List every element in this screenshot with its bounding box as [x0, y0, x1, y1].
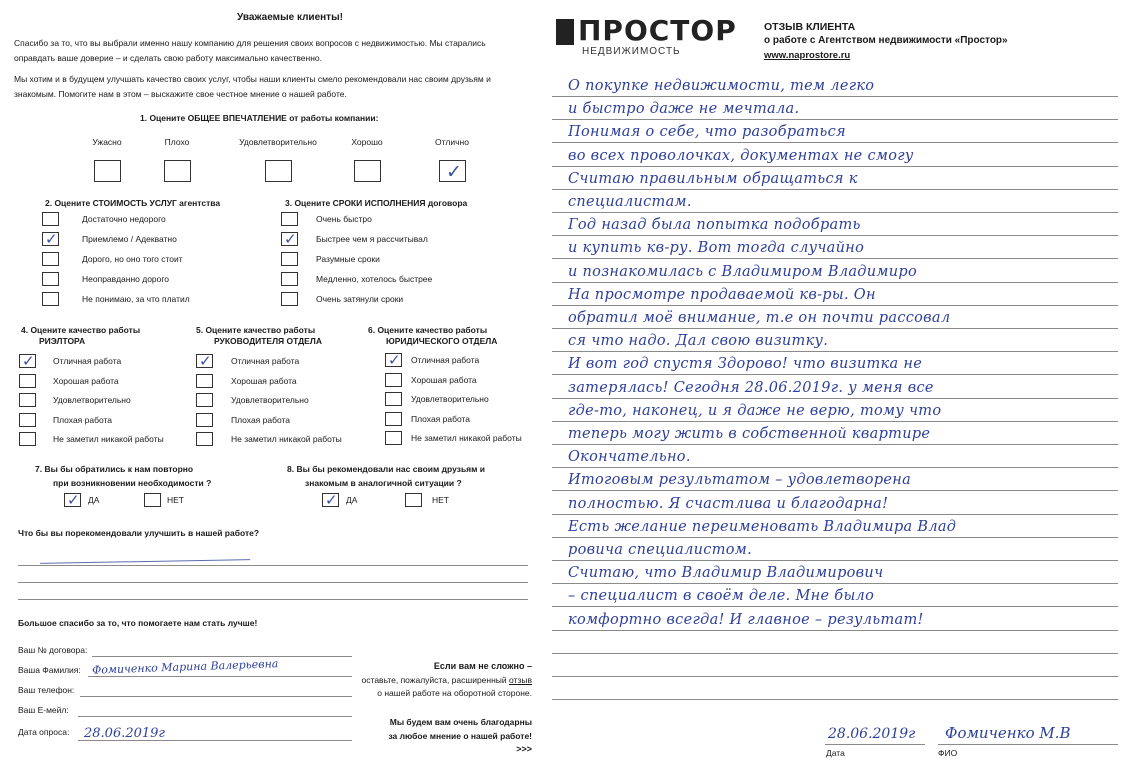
q5-option-checkbox[interactable]	[196, 374, 213, 388]
improve-line-1[interactable]	[18, 565, 528, 566]
surname-field[interactable]	[88, 676, 352, 677]
q3-option-label: Разумные сроки	[316, 254, 380, 264]
q1-option-label: Плохо	[164, 137, 190, 147]
q6-option-checkbox[interactable]	[385, 353, 402, 367]
check-mark-icon: ✓	[284, 230, 297, 248]
ruled-line[interactable]	[552, 189, 1118, 190]
email-label: Ваш E-мейл:	[18, 705, 69, 715]
ruled-line[interactable]	[552, 235, 1118, 236]
email-field[interactable]	[78, 716, 352, 717]
q2-option-checkbox[interactable]	[42, 212, 59, 226]
q5-option-label: Отличная работа	[231, 356, 300, 366]
ruled-line[interactable]	[552, 351, 1118, 352]
q3-option-label: Очень быстро	[316, 214, 372, 224]
q7-title	[35, 462, 211, 490]
ruled-line[interactable]	[552, 676, 1118, 677]
improve-line-2[interactable]	[18, 582, 528, 583]
q4-title-line1: 4. Оцените качество работы	[21, 325, 141, 335]
ruled-line[interactable]	[552, 490, 1118, 491]
q2-option-checkbox[interactable]	[42, 292, 59, 306]
ruled-line[interactable]	[552, 583, 1118, 584]
q6-option-label: Удовлетворительно	[411, 394, 489, 404]
ruled-line[interactable]	[552, 96, 1118, 97]
surname-label: Ваша Фамилия:	[18, 665, 81, 675]
review-title: ОТЗЫВ КЛИЕНТА	[764, 21, 856, 33]
q4-option-label: Хорошая работа	[53, 375, 119, 386]
q4-option-label: Отличная работа	[53, 356, 122, 366]
q6-option-checkbox[interactable]	[385, 431, 402, 445]
bottom-note-2: за любое мнение о нашей работе!	[388, 731, 532, 741]
q2-option-label: Дорого, но оно того стоит	[82, 254, 183, 264]
q6-title-line2: ЮРИДИЧЕСКОГО ОТДЕЛА	[386, 335, 498, 346]
q1-option-checkbox[interactable]	[94, 160, 121, 182]
q5-title-line1: 5. Оцените качество работы	[196, 325, 316, 335]
ruled-line[interactable]	[552, 282, 1118, 283]
q8-title	[287, 462, 485, 490]
date-label: Дата опроса:	[18, 727, 70, 737]
q7-yes-checkbox[interactable]	[64, 493, 81, 507]
q5-option-checkbox[interactable]	[196, 413, 213, 427]
handwriting-line: О покупке недвижимости, тем легко	[568, 78, 875, 94]
sign-date-line[interactable]	[825, 744, 925, 745]
q3-option-label: Медленно, хотелось быстрее	[316, 274, 433, 284]
q2-title: 2. Оцените СТОИМОСТЬ УСЛУГ агентства	[45, 198, 221, 208]
q1-option-checkbox[interactable]	[164, 160, 191, 182]
handwriting-line: Считаю правильным обращаться к	[568, 170, 858, 187]
q5-option-label: Хорошая работа	[231, 375, 297, 386]
q5-option-label: Плохая работа	[231, 414, 291, 425]
ruled-line[interactable]	[552, 699, 1118, 700]
improve-label: Что бы вы порекомендовали улучшить в нашей работе?	[18, 528, 260, 538]
q1-option-label: Удовлетворительно	[239, 137, 317, 147]
q1-title: 1. Оцените ОБЩЕЕ ВПЕЧАТЛЕНИЕ от работы компании:	[140, 113, 379, 123]
ruled-line[interactable]	[552, 305, 1118, 306]
form-heading: Уважаемые клиенты!	[237, 12, 343, 23]
q4-option-checkbox[interactable]	[19, 374, 36, 388]
ruled-line[interactable]	[552, 258, 1118, 259]
q5-title	[196, 325, 322, 346]
q5-option-checkbox[interactable]	[196, 432, 213, 446]
q1-option-label: Отлично	[435, 137, 469, 147]
handwriting-line: И вот год спустя Здорово! что визитка не	[568, 356, 923, 373]
q5-option-label: Удовлетворительно	[231, 395, 309, 405]
q4-option-label: Удовлетворительно	[53, 395, 131, 405]
q1-option-checkbox[interactable]	[354, 160, 381, 182]
q3-title: 3. Оцените СРОКИ ИСПОЛНЕНИЯ договора	[285, 198, 468, 208]
handwriting-line: комфортно всегда! И главное – результат!	[568, 611, 924, 628]
handwriting-line: – специалист в своём деле. Мне было	[568, 588, 875, 605]
surname-value: Фомиченко Марина Валерьевна	[91, 657, 279, 677]
review-subtitle: о работе с Агентством недвижимости «Простор»	[764, 35, 1008, 46]
q2-option-label: Неоправданно дорого	[82, 274, 170, 284]
sign-name-line[interactable]	[938, 744, 1118, 745]
phone-field[interactable]	[80, 696, 352, 697]
q1-option-label: Ужасно	[92, 137, 122, 147]
q4-option-checkbox[interactable]	[19, 432, 36, 446]
q3-option-label: Быстрее чем я рассчитывал	[316, 234, 428, 244]
q8-yes-checkbox[interactable]	[322, 493, 339, 507]
sign-date-label: Дата	[826, 748, 845, 758]
handwriting-line: теперь могу жить в собственной квартире	[568, 426, 931, 442]
logo-sub: НЕДВИЖИМОСТЬ	[582, 46, 681, 57]
q2-option-label: Не понимаю, за что платил	[82, 294, 190, 304]
q2-option-checkbox[interactable]	[42, 252, 59, 266]
contract-label: Ваш № договора:	[18, 645, 88, 655]
handwriting-line: затерялась! Сегодня 28.06.2019г. у меня все	[568, 379, 934, 396]
sign-fio-label: ФИО	[938, 748, 958, 758]
q5-option-label: Не заметил никакой работы	[231, 434, 342, 444]
q3-option-checkbox[interactable]	[281, 272, 298, 286]
q1-option-checkbox[interactable]	[439, 160, 466, 182]
handwriting-line: где-то, наконец, и я даже не верю, тому что	[568, 402, 942, 419]
q8-no-checkbox[interactable]	[405, 493, 422, 507]
ruled-line[interactable]	[552, 212, 1118, 213]
q2-option-checkbox[interactable]	[42, 272, 59, 286]
q6-title	[368, 325, 497, 346]
q6-option-label: Плохая работа	[411, 413, 471, 424]
handwriting-line: Понимая о себе, что разобраться	[568, 124, 846, 141]
q4-option-label: Плохая работа	[53, 414, 113, 425]
q1-option-label: Хорошо	[351, 137, 383, 147]
q4-title-line2: РИЭЛТОРА	[39, 335, 86, 346]
handwriting-line: ся что надо. Дал свою визитку.	[568, 333, 829, 350]
q7-title-line1: 7. Вы бы обратились к нам повторно	[35, 464, 194, 474]
handwriting-line: во всех проволочках, документах не смогу	[568, 147, 914, 164]
q2-option-label: Достаточно недорого	[82, 214, 166, 224]
ruled-line[interactable]	[552, 421, 1118, 422]
logo-mark-icon	[556, 19, 574, 45]
intro-paragraph-2: Мы хотим и в будущем улучшать качество своих услуг, чтобы наши клиенты смело рекомендовали нас своим друзьям и знакомым. Помогите нам в этом – выскажите свое честное мнение о нашей работе.	[14, 74, 491, 99]
q7-title-line2: при возникновении необходимости ?	[53, 478, 212, 488]
bottom-note-1: Мы будем вам очень благодарны	[389, 717, 532, 727]
ruled-line[interactable]	[552, 560, 1118, 561]
date-value: 28.06.2019г	[84, 726, 166, 741]
q6-option-label: Отличная работа	[411, 355, 480, 365]
thanks-text: Большое спасибо за то, что помогаете нам стать лучше!	[18, 618, 258, 628]
handwriting-line: обратил моё внимание, т.е он почти рассовал	[568, 310, 951, 326]
site-link[interactable]: www.naprostore.ru	[764, 50, 851, 61]
q8-title-line1: 8. Вы бы рекомендовали нас своим друзьям и	[287, 464, 486, 474]
handwriting-line: и купить кв-ру. Вот тогда случайно	[568, 240, 865, 257]
next-arrows: >>>	[516, 744, 532, 754]
ruled-line[interactable]	[552, 467, 1118, 468]
ruled-line[interactable]	[552, 514, 1118, 515]
q5-option-checkbox[interactable]	[196, 393, 213, 407]
side-note-text: оставьте, пожалуйста, расширенный	[361, 675, 507, 685]
side-note-line2: о нашей работе на оборотной стороне.	[377, 688, 532, 698]
phone-label: Ваш телефон:	[18, 685, 75, 695]
q6-option-checkbox[interactable]	[385, 373, 402, 387]
ruled-line[interactable]	[552, 142, 1118, 143]
q8-title-line2: знакомым в аналогичной ситуации ?	[305, 478, 462, 488]
ruled-line[interactable]	[552, 653, 1118, 654]
q3-option-checkbox[interactable]	[281, 292, 298, 306]
q2-option-label: Приемлемо / Адекватно	[82, 234, 177, 244]
handwriting-line: специалистам.	[568, 194, 692, 210]
q3-option-label: Очень затянули сроки	[316, 294, 404, 304]
q6-title-line1: 6. Оцените качество работы	[368, 325, 488, 335]
q3-option-checkbox[interactable]	[281, 252, 298, 266]
sign-date-value: 28.06.2019г	[828, 726, 916, 742]
q7-no-checkbox[interactable]	[144, 493, 161, 507]
q2-option-checkbox[interactable]	[42, 232, 59, 246]
q3-option-checkbox[interactable]	[281, 212, 298, 226]
q4-option-checkbox[interactable]	[19, 354, 36, 368]
handwriting-line: Окончательно.	[568, 449, 691, 466]
ruled-line[interactable]	[552, 630, 1118, 631]
check-mark-icon: ✓	[446, 161, 462, 183]
handwriting-line: Год назад была попытка подобрать	[568, 217, 861, 234]
handwriting-line: ровича специалистом.	[568, 542, 753, 558]
q8-no-label: НЕТ	[432, 495, 449, 505]
q4-option-checkbox[interactable]	[19, 393, 36, 407]
q6-option-label: Не заметил никакой работы	[411, 433, 522, 443]
sign-name-value: Фомиченко М.В	[945, 724, 1071, 742]
q5-option-checkbox[interactable]	[196, 354, 213, 368]
ruled-line[interactable]	[552, 119, 1118, 120]
side-note-title: Если вам не сложно –	[433, 661, 532, 671]
logo-main: ПРОСТОР	[578, 14, 737, 47]
q6-option-checkbox[interactable]	[385, 392, 402, 406]
improve-line-3[interactable]	[18, 599, 528, 600]
handwriting-line: Есть желание переименовать Владимира Влад	[568, 518, 957, 535]
check-mark-icon: ✓	[325, 491, 338, 509]
ruled-line[interactable]	[552, 374, 1118, 375]
check-mark-icon: ✓	[67, 491, 80, 509]
side-note-line1	[340, 675, 532, 686]
q4-option-checkbox[interactable]	[19, 413, 36, 427]
ruled-line[interactable]	[552, 537, 1118, 538]
ruled-line[interactable]	[552, 606, 1118, 607]
q5-title-line2: РУКОВОДИТЕЛЯ ОТДЕЛА	[214, 335, 322, 346]
handwriting-line: и быстро даже не мечтала.	[568, 101, 800, 118]
q1-option-checkbox[interactable]	[265, 160, 292, 182]
check-mark-icon: ✓	[45, 230, 58, 248]
q6-option-checkbox[interactable]	[385, 412, 402, 426]
q7-yes-label: ДА	[88, 495, 100, 505]
ruled-line[interactable]	[552, 328, 1118, 329]
handwriting-line: и познакомилась с Владимиром Владимиро	[568, 263, 917, 280]
q4-option-label: Не заметил никакой работы	[53, 434, 164, 444]
review-link[interactable]: отзыв	[509, 675, 532, 685]
handwriting-line: полностью. Я счастлива и благодарна!	[568, 495, 889, 512]
handwriting-line: На просмотре продаваемой кв-ры. Он	[568, 286, 876, 303]
handwriting-line: Считаю, что Владимир Владимирович	[568, 565, 884, 582]
ruled-line[interactable]	[552, 166, 1118, 167]
check-mark-icon: ✓	[199, 352, 212, 370]
intro-paragraph-1: Спасибо за то, что вы выбрали именно нашу компанию для решения своих вопросов с недвижимостью. Мы старались оправдать ваше доверие – и сделать свою работу максимально качественно.	[14, 38, 486, 63]
q3-option-checkbox[interactable]	[281, 232, 298, 246]
check-mark-icon: ✓	[22, 352, 35, 370]
q8-yes-label: ДА	[346, 495, 358, 505]
q7-no-label: НЕТ	[167, 495, 184, 505]
ruled-line[interactable]	[552, 444, 1118, 445]
ruled-line[interactable]	[552, 398, 1118, 399]
scribble-dash	[40, 550, 250, 564]
q6-option-label: Хорошая работа	[411, 374, 477, 385]
check-mark-icon: ✓	[388, 351, 401, 369]
handwriting-line: Итоговым результатом – удовлетворена	[568, 472, 912, 489]
q4-title	[21, 325, 140, 346]
